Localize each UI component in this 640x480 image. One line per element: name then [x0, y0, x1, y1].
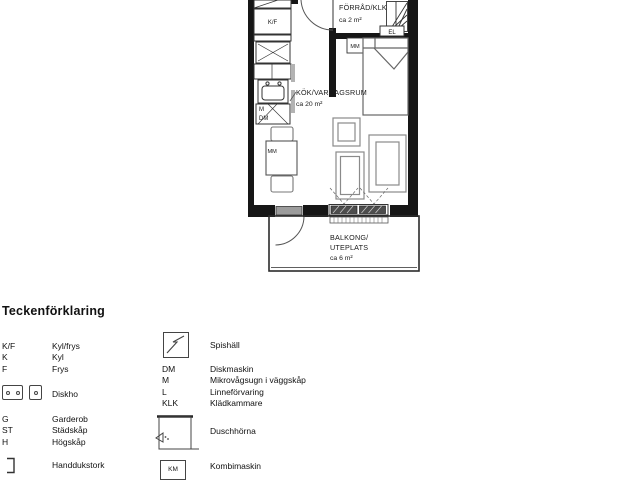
chair: [271, 127, 293, 141]
mm-label-table: MM: [267, 149, 277, 155]
electrical-label: EL: [388, 30, 396, 36]
legend-desc-handdukstork: Handdukstork: [52, 460, 105, 470]
legend-key-h: H: [2, 437, 9, 447]
legend-desc-km: Kombimaskin: [210, 461, 262, 471]
balcony-label-line1: BALKONG/: [330, 233, 369, 242]
kitchen-fixtures: [254, 0, 291, 124]
legend-desc-f: Frys: [52, 364, 69, 374]
legend-desc-dm: Diskmaskin: [210, 364, 254, 374]
legend-desc-m: Mikrovågsugn i väggskåp: [210, 375, 306, 385]
legend-key-f: F: [2, 364, 8, 374]
wall-cabinet-shading: [291, 90, 295, 113]
legend-key-kf: K/F: [2, 341, 16, 351]
sink-icon: [258, 80, 288, 103]
legend-key-st: ST: [2, 425, 13, 435]
living-furniture: [333, 118, 406, 199]
kitchen-living-label: KÖK/VARDAGSRUM: [296, 88, 367, 97]
fridge-freezer-label: K/F: [267, 20, 278, 26]
legend-desc-l: Linneförvaring: [210, 387, 264, 397]
legend-desc-k: Kyl: [52, 352, 64, 362]
dining-set: [266, 127, 297, 192]
legend-key-klk: KLK: [162, 398, 179, 408]
storage-room-area: ca 2 m²: [339, 17, 362, 24]
dining-table: [266, 141, 297, 175]
legend-key-l: L: [162, 387, 167, 397]
chair: [271, 176, 293, 192]
spishall-icon: [163, 332, 189, 358]
window-sill: [330, 217, 388, 223]
balcony: [269, 216, 419, 271]
microwave-label: M: [259, 107, 264, 113]
legend-key-g: G: [2, 414, 9, 424]
legend-key-dm: DM: [162, 364, 176, 374]
balcony-area: ca 6 m²: [330, 255, 353, 262]
electrical-cabinet: [380, 26, 404, 36]
legend-desc-h: Högskåp: [52, 437, 86, 447]
legend-desc-duschhorna: Duschhörna: [210, 426, 256, 436]
mm-label-hall: MM: [350, 44, 360, 50]
legend-desc-spishall: Spishäll: [210, 340, 240, 350]
bed: [363, 38, 408, 115]
mm-unit-hall: [347, 38, 363, 53]
kombimaskin-icon-label: KM: [168, 466, 178, 473]
legend-key-k: K: [2, 352, 8, 362]
stove-icon: [256, 42, 290, 63]
kitchen-living-area: ca 20 m²: [296, 101, 323, 108]
entrance-door-arc: [301, 0, 333, 30]
balcony-label-line2: UTEPLATS: [330, 243, 369, 252]
diskho-icon: [29, 385, 42, 400]
legend-desc-diskho: Diskho: [52, 389, 78, 399]
legend-key-m: M: [162, 375, 170, 385]
balcony-door: [276, 207, 305, 246]
handdukstork-icon: [5, 457, 17, 474]
diskho-icon: [2, 385, 23, 400]
legend-desc-st: Städskåp: [52, 425, 88, 435]
wall-cabinet-shading: [291, 64, 295, 82]
legend-desc-g: Garderob: [52, 414, 88, 424]
legend-title: Teckenförklaring: [2, 304, 105, 318]
legend-desc-kf: Kyl/frys: [52, 341, 80, 351]
duschhorna-icon: [153, 413, 201, 455]
storage-room-label: FÖRRÅD/KLK: [339, 3, 387, 12]
legend-desc-klk: Klädkammare: [210, 398, 263, 408]
kombimaskin-icon: [160, 460, 186, 480]
dishwasher-label: DM: [259, 116, 269, 122]
